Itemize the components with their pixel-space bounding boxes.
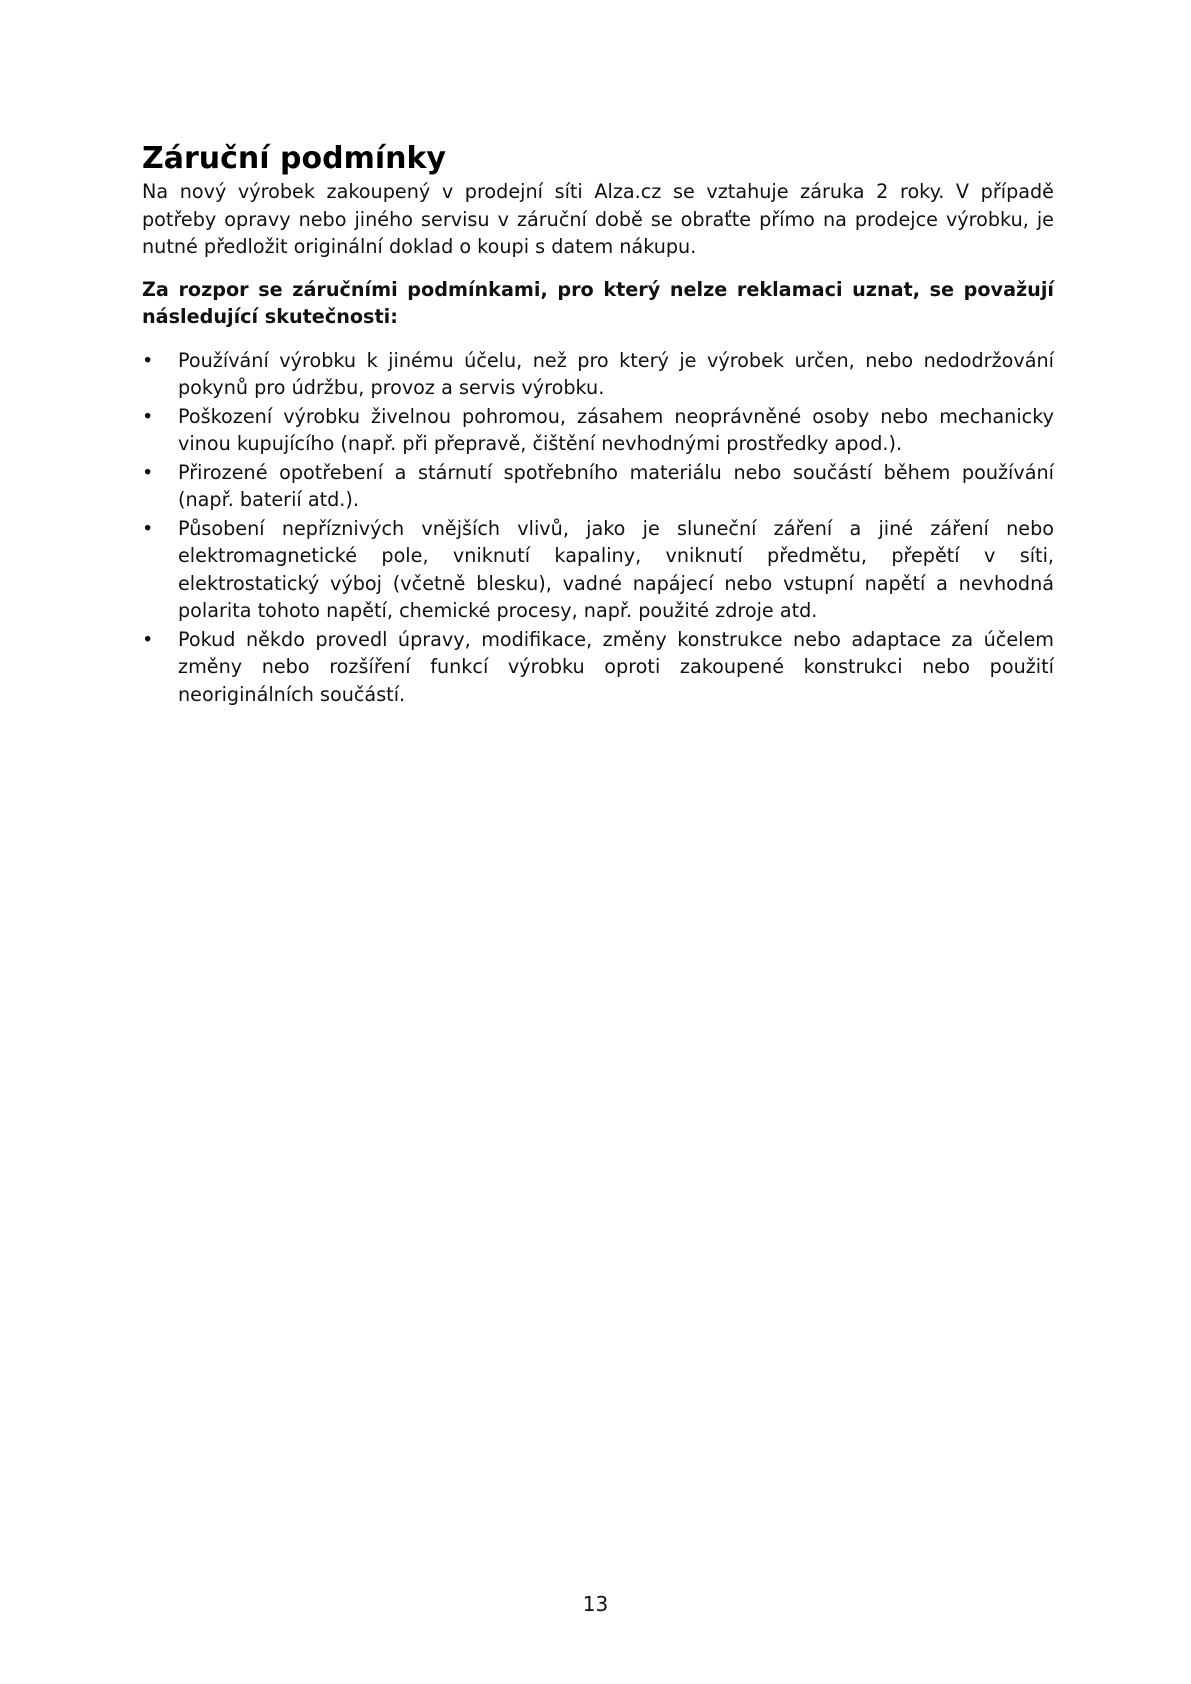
conditions-list <box>142 347 1054 709</box>
list-item <box>142 459 1054 514</box>
bullet-icon: • <box>142 404 154 428</box>
bullet-icon: • <box>142 516 154 540</box>
condition-text: Pokud někdo provedl úpravy, modifikace, změny konstrukce nebo adaptace za účelem změny nebo rozšíření funkcí výrobku oproti zakoupené konstrukci nebo použití neoriginálních součástí. <box>178 627 1054 706</box>
condition-text: Poškození výrobku živelnou pohromou, zásahem neoprávněné osoby nebo mechanicky vinou kupujícího (např. při přepravě, čištění nevhodnými prostředky apod.). <box>178 404 1054 455</box>
conditions-lead: Za rozpor se záručními podmínkami, pro který nelze reklamaci uznat, se považují následující skutečnosti: <box>142 277 1054 328</box>
page-number: 13 <box>582 1592 609 1616</box>
list-item <box>142 515 1054 625</box>
intro-paragraph: Na nový výrobek zakoupený v prodejní síti Alza.cz se vztahuje záruka 2 roky. V případě potřeby opravy nebo jiného servisu v záruční době se obraťte přímo na prodejce výrobku, je nutné předložit originální doklad o koupi s datem nákupu. <box>142 180 1054 258</box>
list-item <box>142 626 1054 709</box>
list-item <box>142 403 1054 458</box>
condition-text: Působení nepříznivých vnějších vlivů, jako je sluneční záření a jiné záření nebo elektromagnetické pole, vniknutí kapaliny, vniknutí předmětu, přepětí v síti, elektrostatický výboj (včetně blesku), vadné napájecí nebo vstupní napětí a nevhodná polarita tohoto napětí, chemické procesy, např. použité zdroje atd. <box>178 516 1054 622</box>
bullet-icon: • <box>142 627 154 651</box>
bullet-icon: • <box>142 348 154 372</box>
page-title: Záruční podmínky <box>142 141 446 176</box>
condition-text: Přirozené opotřebení a stárnutí spotřebního materiálu nebo součástí během používání (např. baterií atd.). <box>178 460 1054 511</box>
condition-text: Používání výrobku k jinému účelu, než pro který je výrobek určen, nebo nedodržování pokynů pro údržbu, provoz a servis výrobku. <box>178 348 1054 399</box>
bullet-icon: • <box>142 460 154 484</box>
list-item <box>142 347 1054 402</box>
page-content <box>142 140 1054 709</box>
